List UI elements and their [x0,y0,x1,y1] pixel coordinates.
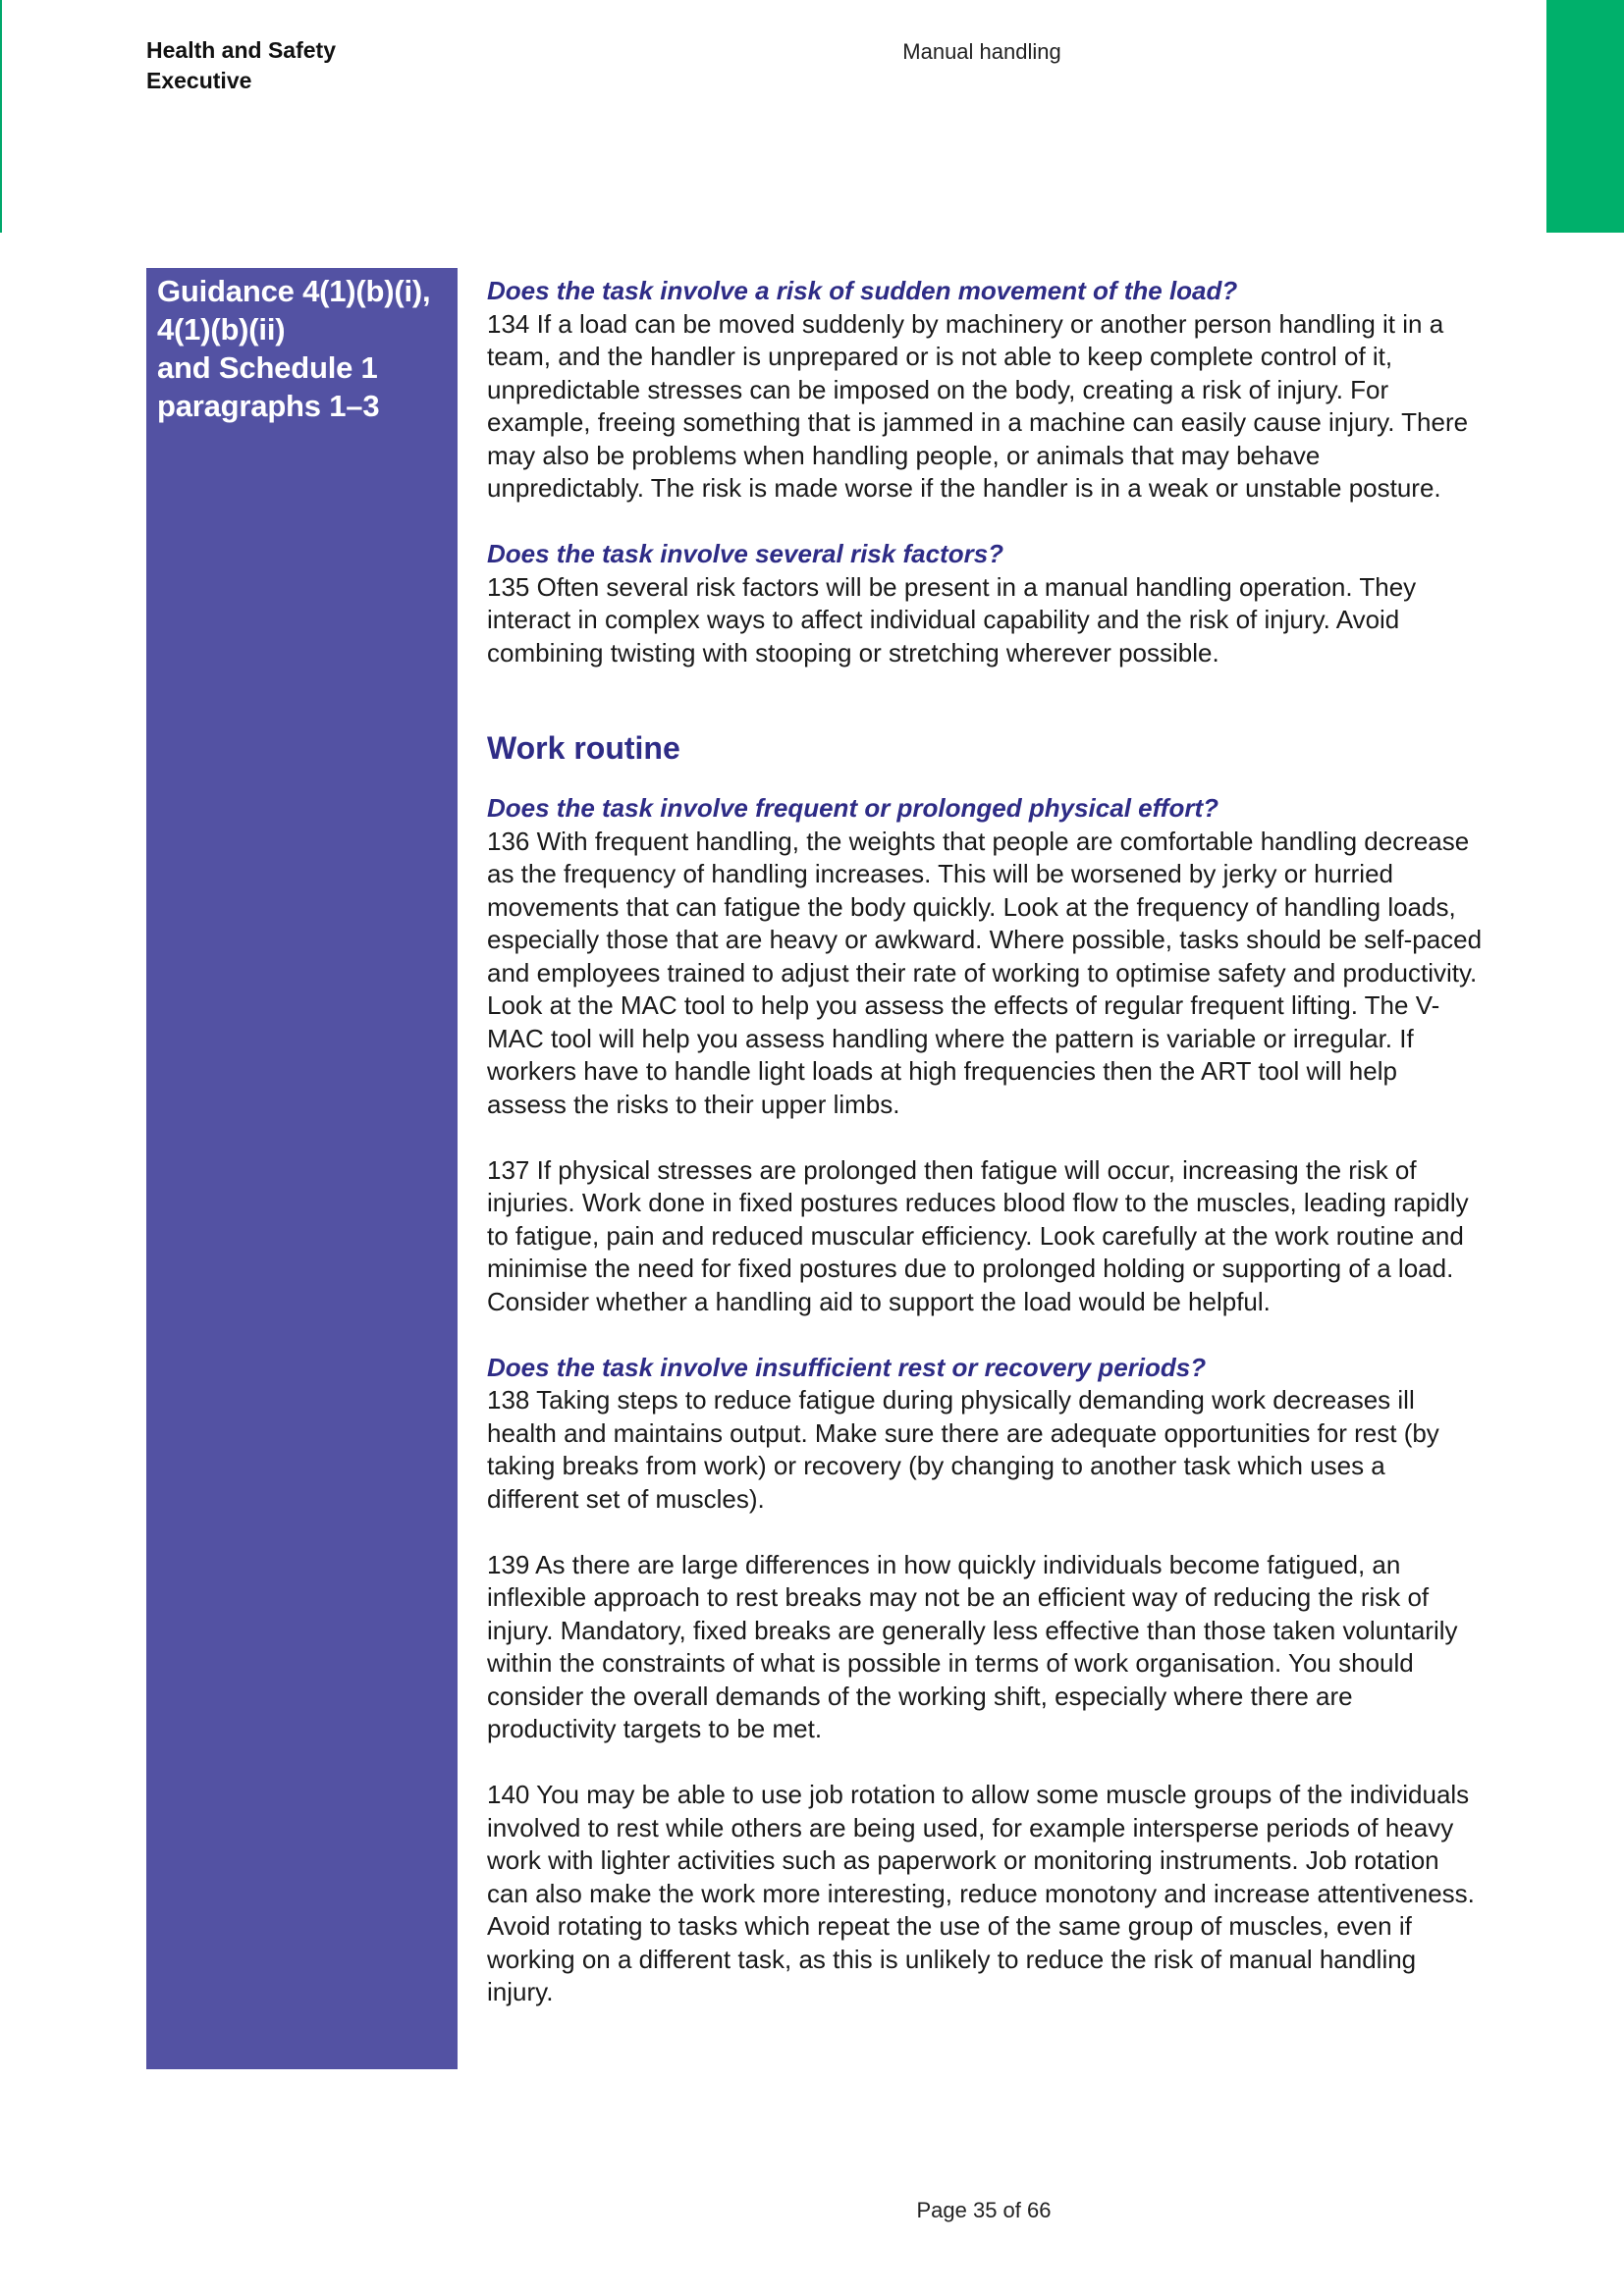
spacer [487,1121,1484,1154]
spacer [487,1746,1484,1780]
question-several-risk-factors: Does the task involve several risk factors? [487,539,1004,568]
paragraph-139: 139 As there are large differences in how quickly individuals become fatigued, an inflexible approach to rest breaks may not be an efficient way of reducing the risk of injury. Mandatory, fixed breaks are generally less effective than those taken voluntarily within the constraints of what is possible in terms of work organisation. You should consider the overall demands of the working shift, especially where there are productivity targets to be met. [487,1549,1458,1743]
paragraph-140: 140 You may be able to use job rotation to allow some muscle groups of the individuals involved to rest while others are being used, for example intersperse periods of heavy work with lighter activities such as paperwork or monitoring instruments. Job rotation can also make the work more interesting, reduce monotony and increase attentiveness. Avoid rotating to tasks which repeat the use of the same group of muscles, even if working on a different task, as this is unlikely to reduce the risk of manual handling injury. [487,1780,1475,2006]
question-frequent-effort: Does the task involve frequent or prolonged physical effort? [487,793,1218,823]
brand-corner-tab [1546,0,1624,233]
paragraph-138: 138 Taking steps to reduce fatigue during physically demanding work decreases ill health and maintains output. Make sure there are adequate opportunities for rest (by taking breaks from work) or recovery (by changing to another task which uses a different set of muscles). [487,1385,1439,1514]
page-number: Page 35 of 66 [916,2198,1052,2222]
main-content [487,275,1484,2009]
question-sudden-movement: Does the task involve a risk of sudden movement of the load? [487,276,1238,305]
spacer [487,1318,1484,1352]
question-rest-recovery: Does the task involve insufficient rest or recovery periods? [487,1352,1207,1382]
guidance-reference-label: Guidance 4(1)(b)(i), 4(1)(b)(ii) and Schedule 1 paragraphs 1–3 [157,274,431,423]
spacer [487,506,1484,539]
organisation-name [146,35,402,96]
paragraph-134: 134 If a load can be moved suddenly by machinery or another person handling it in a team, and the handler is unprepared or is not able to keep complete control of it, unpredictable stresses can be imposed on the body, creating a risk of injury. For example, freeing something that is jammed in a machine can easily cause injury. There may also be problems when handling people, or animals that may behave unpredictably. The risk is made worse if the handler is in a weak or unstable posture. [487,308,1469,503]
organisation-name-line-1: Health and Safety [146,37,336,63]
paragraph-137: 137 If physical stresses are prolonged then fatigue will occur, increasing the risk of injuries. Work done in fixed postures reduces blood flow to the muscles, leading rapidly to fatigue, pain and reduced muscular efficiency. Look carefully at the work routine and minimise the need for fixed postures due to prolonged holding or supporting of a load. Consider whether a handling aid to support the load would be helpful. [487,1154,1469,1316]
organisation-name-line-2: Executive [146,68,252,93]
spacer [487,1516,1484,1549]
section-heading-work-routine: Work routine [487,730,680,766]
paragraph-136: 136 With frequent handling, the weights that people are comfortable handling decrease as the frequency of handling increases. This will be worsened by jerky or hurried movements that can fatigue the body quickly. Look at the frequency of handling loads, especially those that are heavy or awkward. Where possible, tasks should be self-paced and employees trained to adjust their rate of working to optimise safety and productivity. Look at the MAC tool to help you assess the effects of regular frequent lifting. The V-MAC tool will help you assess handling where the pattern is variable or irregular. If workers have to handle light loads at high frequencies then the ART tool will help assess the risks to their upper limbs. [487,826,1483,1119]
brand-left-rule [0,0,2,233]
paragraph-135: 135 Often several risk factors will be present in a manual handling operation. They interact in complex ways to affect individual capability and the risk of injury. Avoid combining twisting with stooping or stretching wherever possible. [487,571,1417,667]
guidance-sidebar [146,268,458,2069]
running-title: Manual handling [902,39,1061,64]
